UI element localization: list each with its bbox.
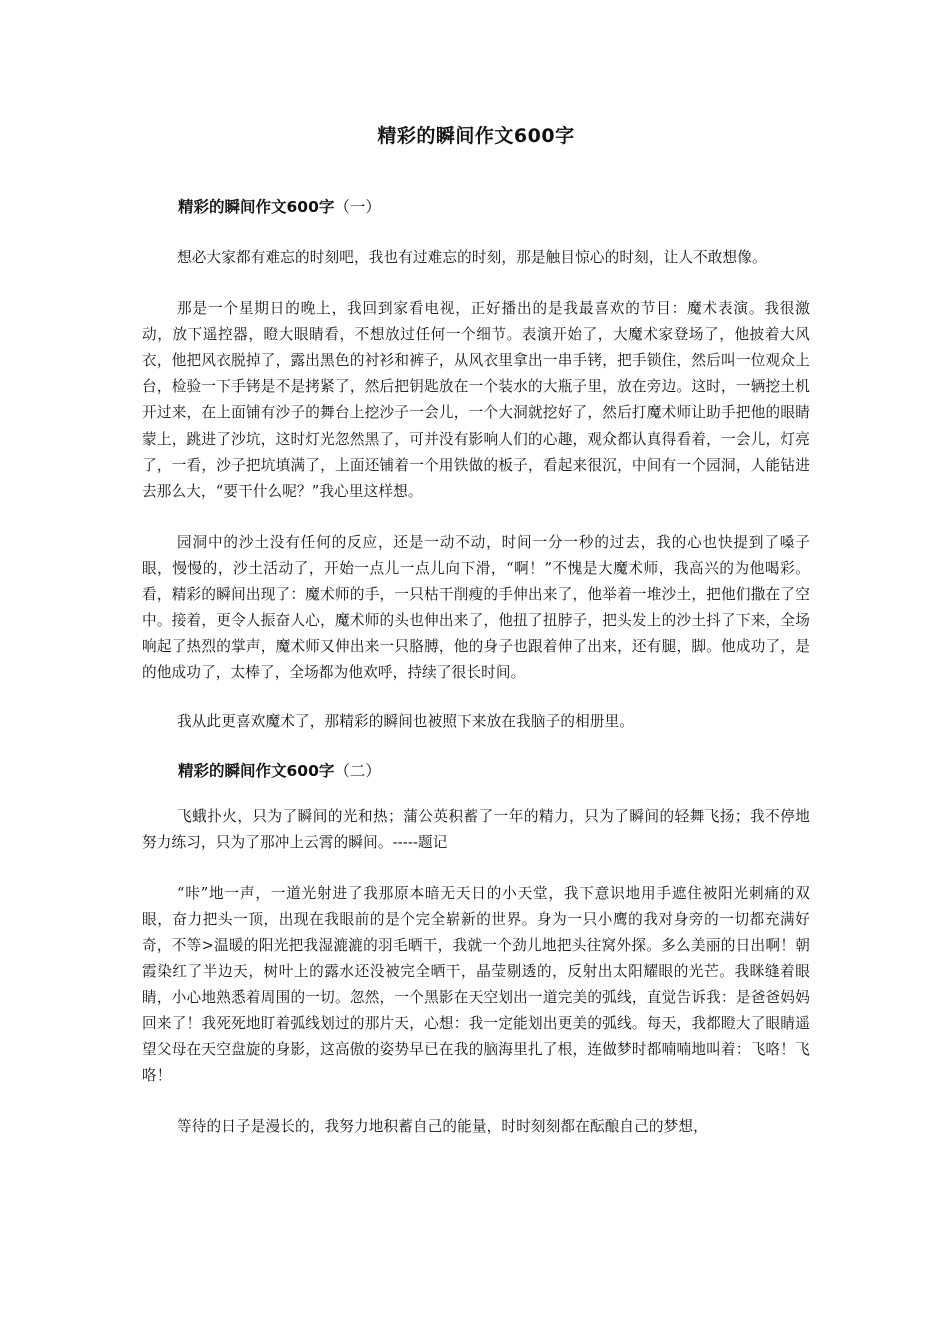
paragraph: 想必大家都有难忘的时刻吧，我也有过难忘的时刻，那是触目惊心的时刻，让人不敢想像。 xyxy=(177,249,767,266)
section-heading-1-suffix: （一） xyxy=(334,198,381,216)
section-heading-2 xyxy=(142,758,810,784)
section-heading-1 xyxy=(142,194,810,220)
section-heading-1-text: 精彩的瞬间作文600字 xyxy=(178,198,335,216)
paragraph: 等待的日子是漫长的，我努力地积蓄自己的能量，时时刻刻都在酝酿自己的梦想， xyxy=(177,1118,708,1136)
paragraph: “咔”地一声，一道光射进了我那原本暗无天日的小天堂，我下意识地用手遮住被阳光刺痛的双眼，奋力把头一顶，出现在我眼前的是个完全崭新的世界。身为一只小鹰的我对身旁的一切都充满好奇，不等>温暖的阳光把我湿漉漉的羽毛晒干，我就一个劲儿地把头往窝外探。多么美丽的日出啊！朝霞染红了半边天，树叶上的露水还没被完全晒干，晶莹剔透的，反射出太阳耀眼的光芒。我眯缝着眼睛，小心地熟悉着周围的一切。忽然，一个黑影在天空划出一道完美的弧线，直觉告诉我：是爸爸妈妈回来了！我死死地盯着弧线划过的那片天，心想：我一定能划出更美的弧线。每天，我都瞪大了眼睛遥望父母在天空盘旋的身影，这高傲的姿势早已在我的脑海里扎了根，连做梦时都喃喃地叫着：飞咯！飞咯！ xyxy=(142,884,810,1085)
paragraph: 飞蛾扑火，只为了瞬间的光和热；蒲公英积蓄了一年的精力，只为了瞬间的轻舞飞扬；我不停地努力练习，只为了那冲上云霄的瞬间。-----题记 xyxy=(142,807,810,851)
document-title: 精彩的瞬间作文600字 xyxy=(377,125,575,147)
section-heading-2-text: 精彩的瞬间作文600字 xyxy=(178,761,335,780)
paragraph: 园洞中的沙土没有任何的反应，还是一动不动，时间一分一秒的过去，我的心也快提到了嗓子眼，慢慢的，沙土活动了，开始一点儿一点儿向下滑，“啊！”不愧是大魔术师，我高兴的为他喝彩。看，精彩的瞬间出现了：魔术师的手，一只枯干削瘦的手伸出来了，他举着一堆沙土，把他们撒在了空中。接着，更令人振奋人心，魔术师的头也伸出来了，他扭了扭脖子，把头发上的沙土抖了下来，全场响起了热烈的掌声，魔术师又伸出来一只胳膊，他的身子也跟着伸了出来，还有腿，脚。他成功了，是的他成功了，太棒了，全场都为他欢呼，持续了很长时间。 xyxy=(142,533,810,682)
paragraph: 我从此更喜欢魔术了，那精彩的瞬间也被照下来放在我脑子的相册里。 xyxy=(177,713,635,731)
paragraph: 那是一个星期日的晚上，我回到家看电视，正好播出的是我最喜欢的节目：魔术表演。我很激动，放下遥控器，瞪大眼睛看，不想放过任何一个细节。表演开始了，大魔术家登场了，他披着大风衣，他把风衣脱掉了，露出黑色的衬衫和裤子，从风衣里拿出一串手铐，把手锁住，然后叫一位观众上台，检验一下手铐是不是拷紧了，然后把钥匙放在一个装水的大瓶子里，放在旁边。这时，一辆挖土机开过来，在上面铺有沙子的舞台上挖沙子一会儿，一个大洞就挖好了，然后打魔术师让助手把他的眼睛蒙上，跳进了沙坑，这时灯光忽然黑了，可并没有影响人们的心趣，观众都认真得看着，一会儿，灯亮了，一看，沙子把坑填满了，上面还铺着一个用铁做的板子，看起来很沉，中间有一个园洞，人能钻进去那么大，“要干什么呢？”我心里这样想。 xyxy=(142,300,810,500)
section-heading-2-suffix: （二） xyxy=(334,761,381,780)
document-page xyxy=(142,120,810,1141)
